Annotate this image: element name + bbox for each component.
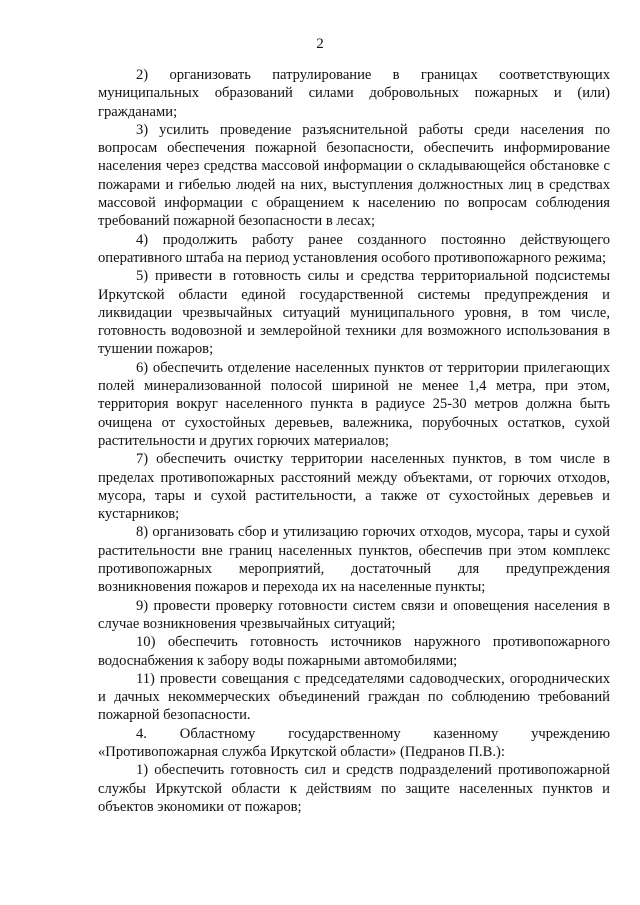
paragraph-item-7-territory-cleaning: 7) обеспечить очистку территории населенных пунктов, в том числе в пределах противопожарных расстояний между объектами, от горючих отходов, мусора, тары и сухой растительности, а также от сухостойных деревьев и кустарников; [98,451,610,523]
paragraph-item-6-mineralized-strip: 6) обеспечить отделение населенных пунктов от территории прилегающих полей минерализованной полосой шириной не менее 1,4 метра, при этом, территория вокруг населенного пункта в радиусе 25-30 метров должна быть очищена от сухостойных деревьев, валежника, порубочных остатков, сухой растительности и других горючих материалов; [98,359,610,449]
page-number: 2 [316,36,324,52]
paragraph-item-10-water-supply: 10) обеспечить готовность источников наружного противопожарного водоснабжения к забору воды пожарными автомобилями; [98,634,610,669]
paragraph-item-4-operational-staff: 4) продолжить работу ранее созданного постоянно действующего оперативного штаба на период установления особого противопожарного режима; [98,231,610,266]
paragraph-section-4-fire-service: 4. Областному государственному казенному учреждению «Противопожарная служба Иркутской области» (Педранов П.В.): [98,725,610,760]
document-body [98,66,610,816]
paragraph-item-11-meetings: 11) провести совещания с председателями садоводческих, огороднических и дачных некоммерческих объединений граждан по соблюдению требований пожарной безопасности. [98,670,610,724]
paragraph-item-3-explanatory-work: 3) усилить проведение разъяснительной работы среди населения по вопросам обеспечения пожарной безопасности, обеспечить информирование населения через средства массовой информации о складывающейся обстановке с пожарами и гибелью людей на них, выступления должностных лиц в средствах массовой информации с обращением к населению по вопросам соблюдения требований пожарной безопасности в лесах; [98,121,610,230]
paragraph-item-9-communication-check: 9) провести проверку готовности систем связи и оповещения населения в случае возникновения чрезвычайных ситуаций; [98,597,610,632]
paragraph-item-5-readiness-forces: 5) привести в готовность силы и средства территориальной подсистемы Иркутской области единой государственной системы предупреждения и ликвидации чрезвычайных ситуаций муниципального уровня, в том числе, готовность водовозной и землеройной техники для возможного использования в тушении пожаров; [98,268,610,358]
paragraph-item-2-patrol: 2) организовать патрулирование в границах соответствующих муниципальных образований силами добровольных пожарных и (или) гражданами; [98,67,610,120]
paragraph-item-8-waste-disposal: 8) организовать сбор и утилизацию горючих отходов, мусора, тары и сухой растительности вне границ населенных пунктов, обеспечив при этом комплекс противопожарных мероприятий, достаточный для предупреждения возникновения пожаров и перехода их на населенные пункты; [98,524,610,596]
paragraph-section-4-item-1: 1) обеспечить готовность сил и средств подразделений противопожарной службы Иркутской области к действиям по защите населенных пунктов и объектов экономики от пожаров; [98,762,610,815]
